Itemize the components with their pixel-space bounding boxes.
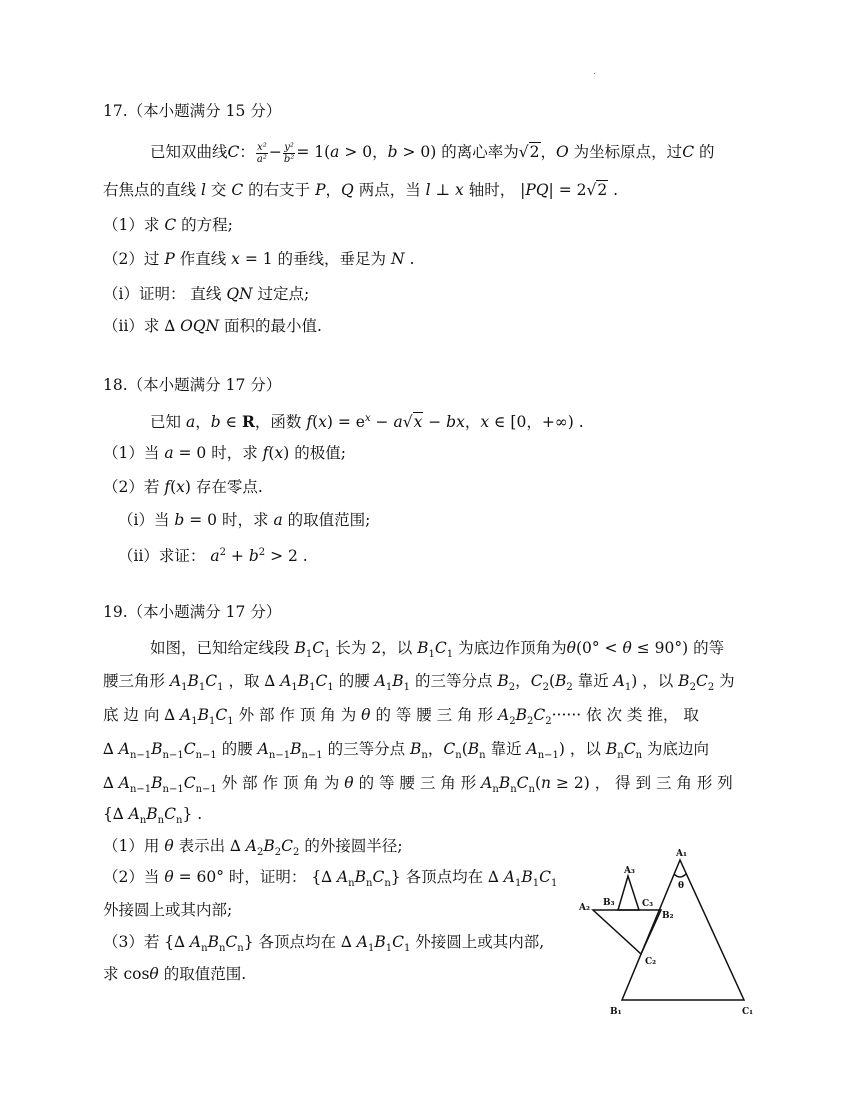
problem-19-q3-cont: 求 cosθ 的取值范围.	[103, 965, 247, 983]
triangle-a3b3c3	[618, 876, 639, 910]
problem-18-q1: （1）当 a = 0 时，求 f(x) 的极值;	[103, 444, 346, 462]
problem-19-q3: （3）若 {∆ $A_nB_nC_n$} 各顶点均在 ∆ $A_1B_1C_1$ 外接圆上或其内部,	[103, 933, 545, 955]
problem-18-heading: 18.（本小题满分 17 分）	[103, 376, 282, 394]
label-b3: B₃	[603, 898, 615, 908]
label-a3: A₃	[624, 866, 635, 876]
problem-19-line5: ∆ $A_{n-1}B_{n-1}C_{n-1}$ 外 部 作 顶 角 为 θ 的 等 腰 三 角 形 $A_nB_nC_n(n \ge 2)$ ， 得 到 三 角 形 列	[103, 774, 733, 796]
label-a1: A₁	[676, 849, 687, 859]
problem-18-qi: （i）当 b = 0 时，求 a 的取值范围;	[118, 511, 371, 529]
problem-19-q1: （1）用 θ 表示出 ∆ $A_2B_2C_2$ 的外接圆半径;	[103, 837, 403, 859]
theta-arc	[674, 874, 686, 877]
label-c3: C₃	[642, 899, 654, 909]
problem-17-qi: （i）证明： 直线 QN 过定点;	[103, 285, 310, 303]
problem-18-qii: （ii）求证： $a^2 + b^2 > 2$ .	[118, 547, 308, 566]
problem-19-line1: 如图，已知给定线段 $B_1C_1$ 长为 2，以 $B_1C_1$ 为底边作顶角为θ(0° < θ ≤ 90°) 的等	[150, 639, 725, 661]
triangle-a2b2c2	[593, 910, 661, 954]
problem-17-q1: （1）求 C 的方程;	[103, 216, 233, 234]
problem-19-heading: 19.（本小题满分 17 分）	[103, 603, 282, 621]
label-b2: B₂	[662, 911, 674, 921]
triangle-figure	[572, 842, 772, 1018]
problem-19-line2: 腰三角形 $A_1B_1C_1$ ，取 ∆ $A_1B_1C_1$ 的腰 $A_1B_1$ 的三等分点 $B_2$，$C_2(B_2$ 靠近 $A_1$) ，以 $B_2C_2$ 为	[103, 672, 735, 694]
label-b1: B₁	[610, 1007, 622, 1017]
header-mark: .	[593, 66, 596, 77]
problem-19-q2: （2）当 θ = 60° 时，证明： {∆ $A_nB_nC_n$} 各顶点均在 ∆ $A_1B_1C_1$	[103, 868, 558, 890]
problem-17-intro: 已知双曲线C： $\frac{\text{x²}}{\text{a²}}$ − $\frac{\text{y²}}{\text{b²}}$ = 1(a > 0，b > 0) 的离心率为√2，O 为坐标原点，过C 的	[150, 141, 715, 165]
problem-17-qii: （ii）求 ∆ OQN 面积的最小值.	[103, 317, 322, 335]
problem-17-q2: （2）过 P 作直线 x = 1 的垂线，垂足为 N .	[103, 250, 415, 268]
label-a2: A₂	[579, 903, 590, 913]
problem-19-line4: ∆ $A_{n-1}B_{n-1}C_{n-1}$ 的腰 $A_{n-1}B_{n-1}$ 的三等分点 $B_n$，$C_n(B_n$ 靠近 $A_{n-1}$) ，以 $B_nC_n$ 为底边向	[103, 740, 709, 762]
problem-19-line6: {∆ $A_nB_nC_n$} .	[103, 805, 203, 827]
problem-18-q2: （2）若 f(x) 存在零点.	[103, 478, 263, 496]
label-c1: C₁	[742, 1007, 754, 1017]
problem-17-heading: 17.（本小题满分 15 分）	[103, 102, 282, 120]
problem-19-q2-cont: 外接圆上或其内部;	[103, 901, 233, 919]
problem-18-intro: 已知 a，b ∈ R，函数 $f(x) = e^x - a√x$ − bx，x ∈ [0，+∞) .	[150, 412, 584, 432]
problem-19-line3: 底 边 向 ∆ $A_1B_1C_1$ 外 部 作 顶 角 为 θ 的 等 腰 三 角 形 $A_2B_2C_2\cdot\cdot\cdot\cdot\cdot\cdot$ 依 次 类 推， 取	[103, 706, 699, 728]
problem-17-line2: 右焦点的直线 l 交 C 的右支于 P，Q 两点，当 l ⊥ x 轴时， |PQ| = 2√2 .	[103, 181, 619, 199]
label-c2: C₂	[645, 957, 657, 967]
label-theta: θ	[678, 881, 685, 891]
